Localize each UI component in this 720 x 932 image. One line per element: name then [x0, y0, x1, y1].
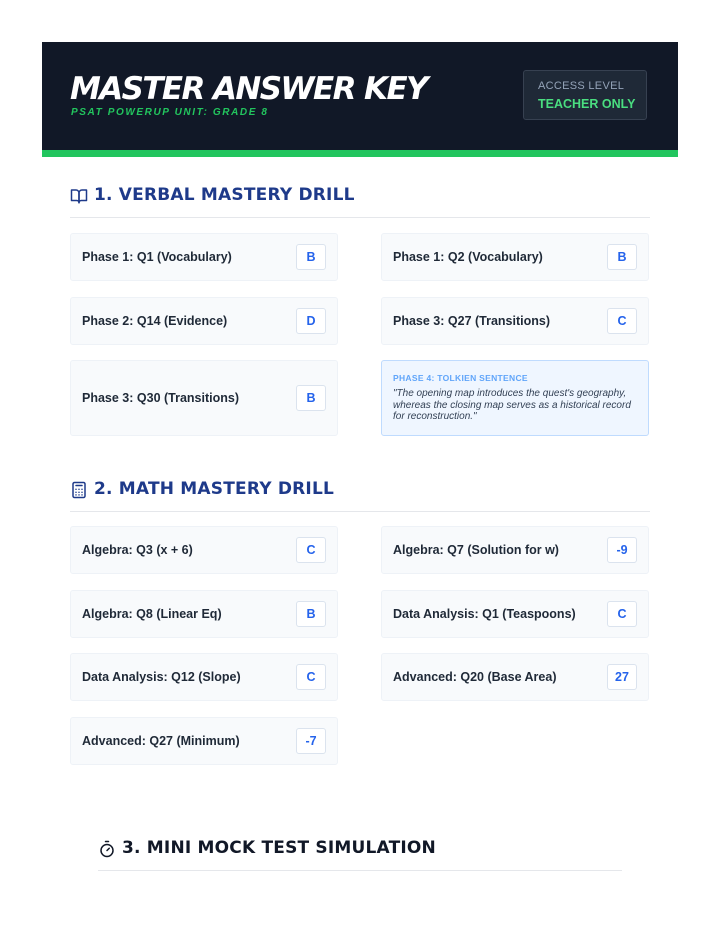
math-section-title: 2. MATH MASTERY DRILL [94, 479, 335, 499]
answer-card [70, 653, 338, 701]
question-label: Phase 1: Q2 (Vocabulary) [393, 250, 543, 264]
access-level-badge [523, 70, 647, 120]
quote-title: PHASE 4: TOLKIEN SENTENCE [393, 373, 528, 383]
verbal-section-header [70, 181, 650, 218]
answer-badge: D [296, 308, 326, 334]
answer-card [70, 360, 338, 436]
answer-badge: C [607, 601, 637, 627]
page-title: MASTER ANSWER KEY [70, 71, 427, 107]
question-label: Advanced: Q20 (Base Area) [393, 670, 557, 684]
answer-badge: B [607, 244, 637, 270]
stopwatch-icon [98, 840, 116, 858]
answer-card [381, 526, 649, 574]
answer-badge: -7 [296, 728, 326, 754]
answer-card [70, 590, 338, 638]
header-banner [42, 42, 678, 157]
answer-badge: C [296, 664, 326, 690]
question-label: Algebra: Q3 (x + 6) [82, 543, 193, 557]
math-section-header [70, 475, 650, 512]
answer-card [70, 526, 338, 574]
tolkien-sentence-card [381, 360, 649, 436]
question-label: Phase 2: Q14 (Evidence) [82, 314, 228, 328]
verbal-section-title: 1. VERBAL MASTERY DRILL [94, 185, 355, 205]
question-label: Data Analysis: Q12 (Slope) [82, 670, 241, 684]
answer-badge: B [296, 244, 326, 270]
answer-card [381, 233, 649, 281]
answer-card [381, 653, 649, 701]
question-label: Algebra: Q7 (Solution for w) [393, 543, 559, 557]
page-subtitle: PSAT POWERUP UNIT: GRADE 8 [71, 107, 269, 118]
answer-badge: C [607, 308, 637, 334]
book-icon [70, 187, 88, 205]
mock-section-title: 3. MINI MOCK TEST SIMULATION [122, 838, 436, 858]
answer-badge: C [296, 537, 326, 563]
answer-card [70, 297, 338, 345]
question-label: Phase 3: Q30 (Transitions) [82, 391, 239, 405]
answer-badge: -9 [607, 537, 637, 563]
answer-card [381, 590, 649, 638]
question-label: Data Analysis: Q1 (Teaspoons) [393, 607, 576, 621]
answer-card [70, 233, 338, 281]
question-label: Algebra: Q8 (Linear Eq) [82, 607, 222, 621]
answer-badge: B [296, 385, 326, 411]
question-label: Phase 1: Q1 (Vocabulary) [82, 250, 232, 264]
answer-badge: B [296, 601, 326, 627]
answer-card [381, 297, 649, 345]
question-label: Phase 3: Q27 (Transitions) [393, 314, 550, 328]
quote-text: "The opening map introduces the quest's geography, whereas the closing map serves as a historical record for reconstruction." [393, 388, 631, 422]
mock-section-header [98, 834, 622, 871]
question-label: Advanced: Q27 (Minimum) [82, 734, 240, 748]
answer-card [70, 717, 338, 765]
access-level-label: ACCESS LEVEL [538, 80, 625, 92]
answer-badge: 27 [607, 664, 637, 690]
calculator-icon [70, 481, 88, 499]
access-level-value: TEACHER ONLY [538, 97, 636, 111]
